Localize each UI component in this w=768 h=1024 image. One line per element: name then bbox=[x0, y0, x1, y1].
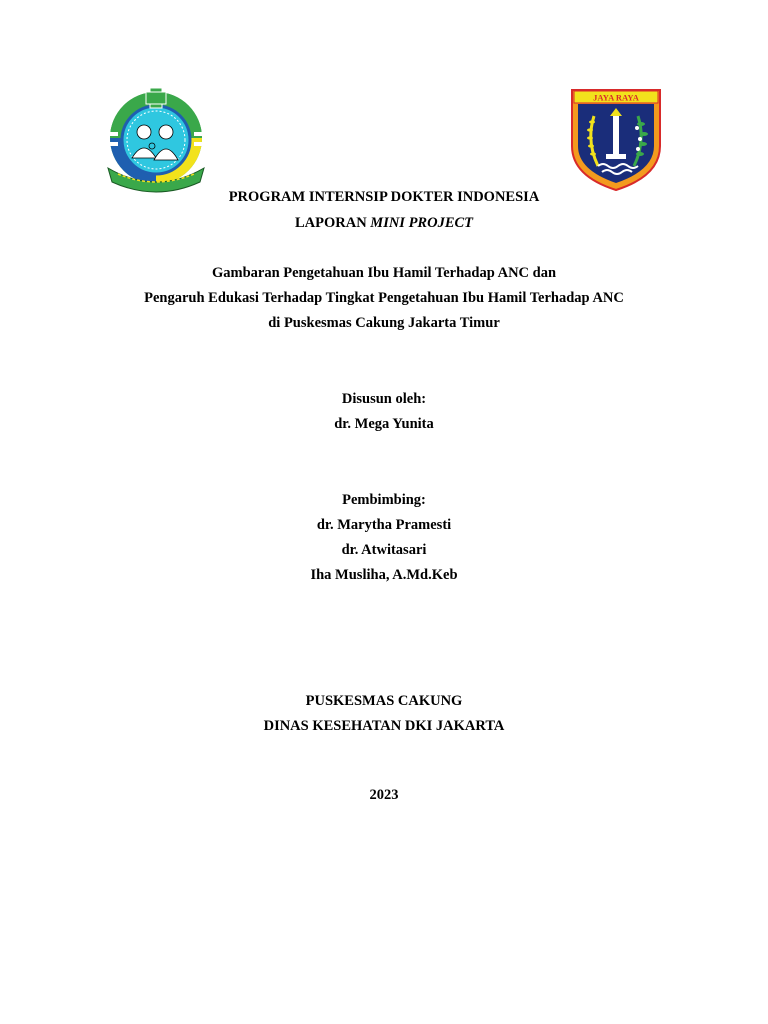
title-line-2: Pengaruh Edukasi Terhadap Tingkat Pengetahuan Ibu Hamil Terhadap ANC bbox=[144, 290, 624, 306]
title-line-1: Gambaran Pengetahuan Ibu Hamil Terhadap ANC dan bbox=[211, 265, 557, 281]
author-name: dr. Mega Yunita bbox=[334, 416, 434, 432]
program-title: PROGRAM INTERNSIP DOKTER INDONESIA bbox=[228, 189, 540, 205]
year: 2023 bbox=[369, 787, 399, 803]
supervisor-name: dr. Atwitasari bbox=[341, 542, 427, 558]
puskesmas-logo-icon bbox=[104, 86, 208, 196]
report-prefix: LAPORAN bbox=[294, 215, 367, 231]
author-label: Disusun oleh: bbox=[341, 391, 427, 407]
supervisor-name: Iha Musliha, A.Md.Keb bbox=[310, 567, 458, 583]
title-line-3: di Puskesmas Cakung Jakarta Timur bbox=[268, 315, 500, 331]
institution-line-1: PUSKESMAS CAKUNG bbox=[305, 693, 463, 709]
report-italic: MINI PROJECT bbox=[370, 215, 474, 231]
jaya-raya-dki-emblem-icon bbox=[568, 86, 664, 192]
supervisor-name: dr. Marytha Pramesti bbox=[316, 517, 452, 533]
report-type bbox=[0, 215, 768, 232]
supervisor-label: Pembimbing: bbox=[342, 492, 426, 508]
institution-line-2: DINAS KESEHATAN DKI JAKARTA bbox=[263, 718, 505, 734]
emblem-banner-text: JAYA RAYA bbox=[593, 92, 639, 103]
